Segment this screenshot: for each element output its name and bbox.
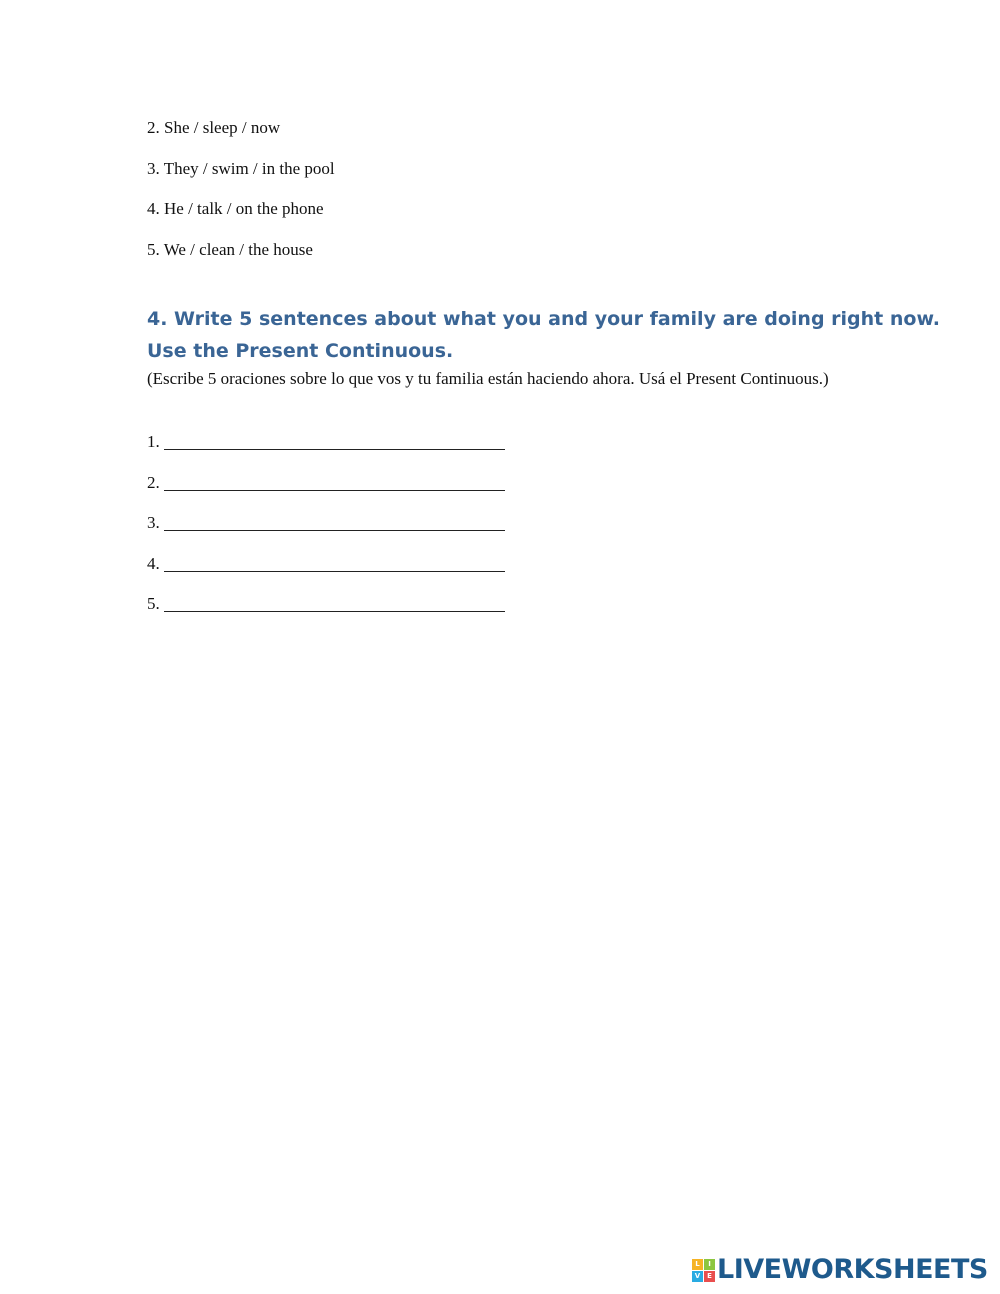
answer-number: 5.: [147, 594, 160, 613]
answer-blank-5[interactable]: [164, 595, 505, 612]
answer-lines: [147, 431, 505, 634]
prompt-item: 2. She / sleep / now: [147, 118, 281, 137]
answer-blank-2[interactable]: [164, 474, 505, 491]
logo-block: V: [692, 1271, 703, 1282]
answer-row: [147, 512, 505, 534]
exercise-4-title: [147, 303, 941, 367]
logo-block: L: [692, 1259, 703, 1270]
answer-number: 4.: [147, 553, 160, 573]
answer-row: [147, 431, 505, 453]
logo-text: LIVEWORKSHEETS: [717, 1254, 988, 1285]
logo-block: E: [704, 1271, 715, 1282]
prompt-item: 5. We / clean / the house: [147, 239, 313, 259]
answer-blank-1[interactable]: [164, 433, 505, 450]
logo-block: I: [704, 1259, 715, 1270]
previous-exercise-items: [147, 117, 335, 279]
answer-row: [147, 472, 505, 494]
answer-row: [147, 553, 505, 575]
answer-blank-3[interactable]: [164, 514, 505, 531]
logo-blocks-icon: [692, 1259, 715, 1282]
answer-number: 2.: [147, 472, 160, 492]
answer-number: 3.: [147, 513, 160, 532]
exercise-4-instructions: (Escribe 5 oraciones sobre lo que vos y tu familia están haciendo ahora. Usá el Present Continuous.): [147, 369, 829, 388]
prompt-item: 3. They / swim / in the pool: [147, 158, 335, 178]
prompt-item: 4. He / talk / on the phone: [147, 199, 324, 218]
liveworksheets-logo: [692, 1255, 988, 1285]
exercise-4-title-line-2: Use the Present Continuous.: [147, 340, 454, 362]
answer-blank-4[interactable]: [164, 555, 505, 572]
exercise-4-title-line-1: 4. Write 5 sentences about what you and your family are doing right now.: [147, 308, 941, 330]
answer-number: 1.: [147, 432, 160, 451]
answer-row: [147, 593, 505, 615]
